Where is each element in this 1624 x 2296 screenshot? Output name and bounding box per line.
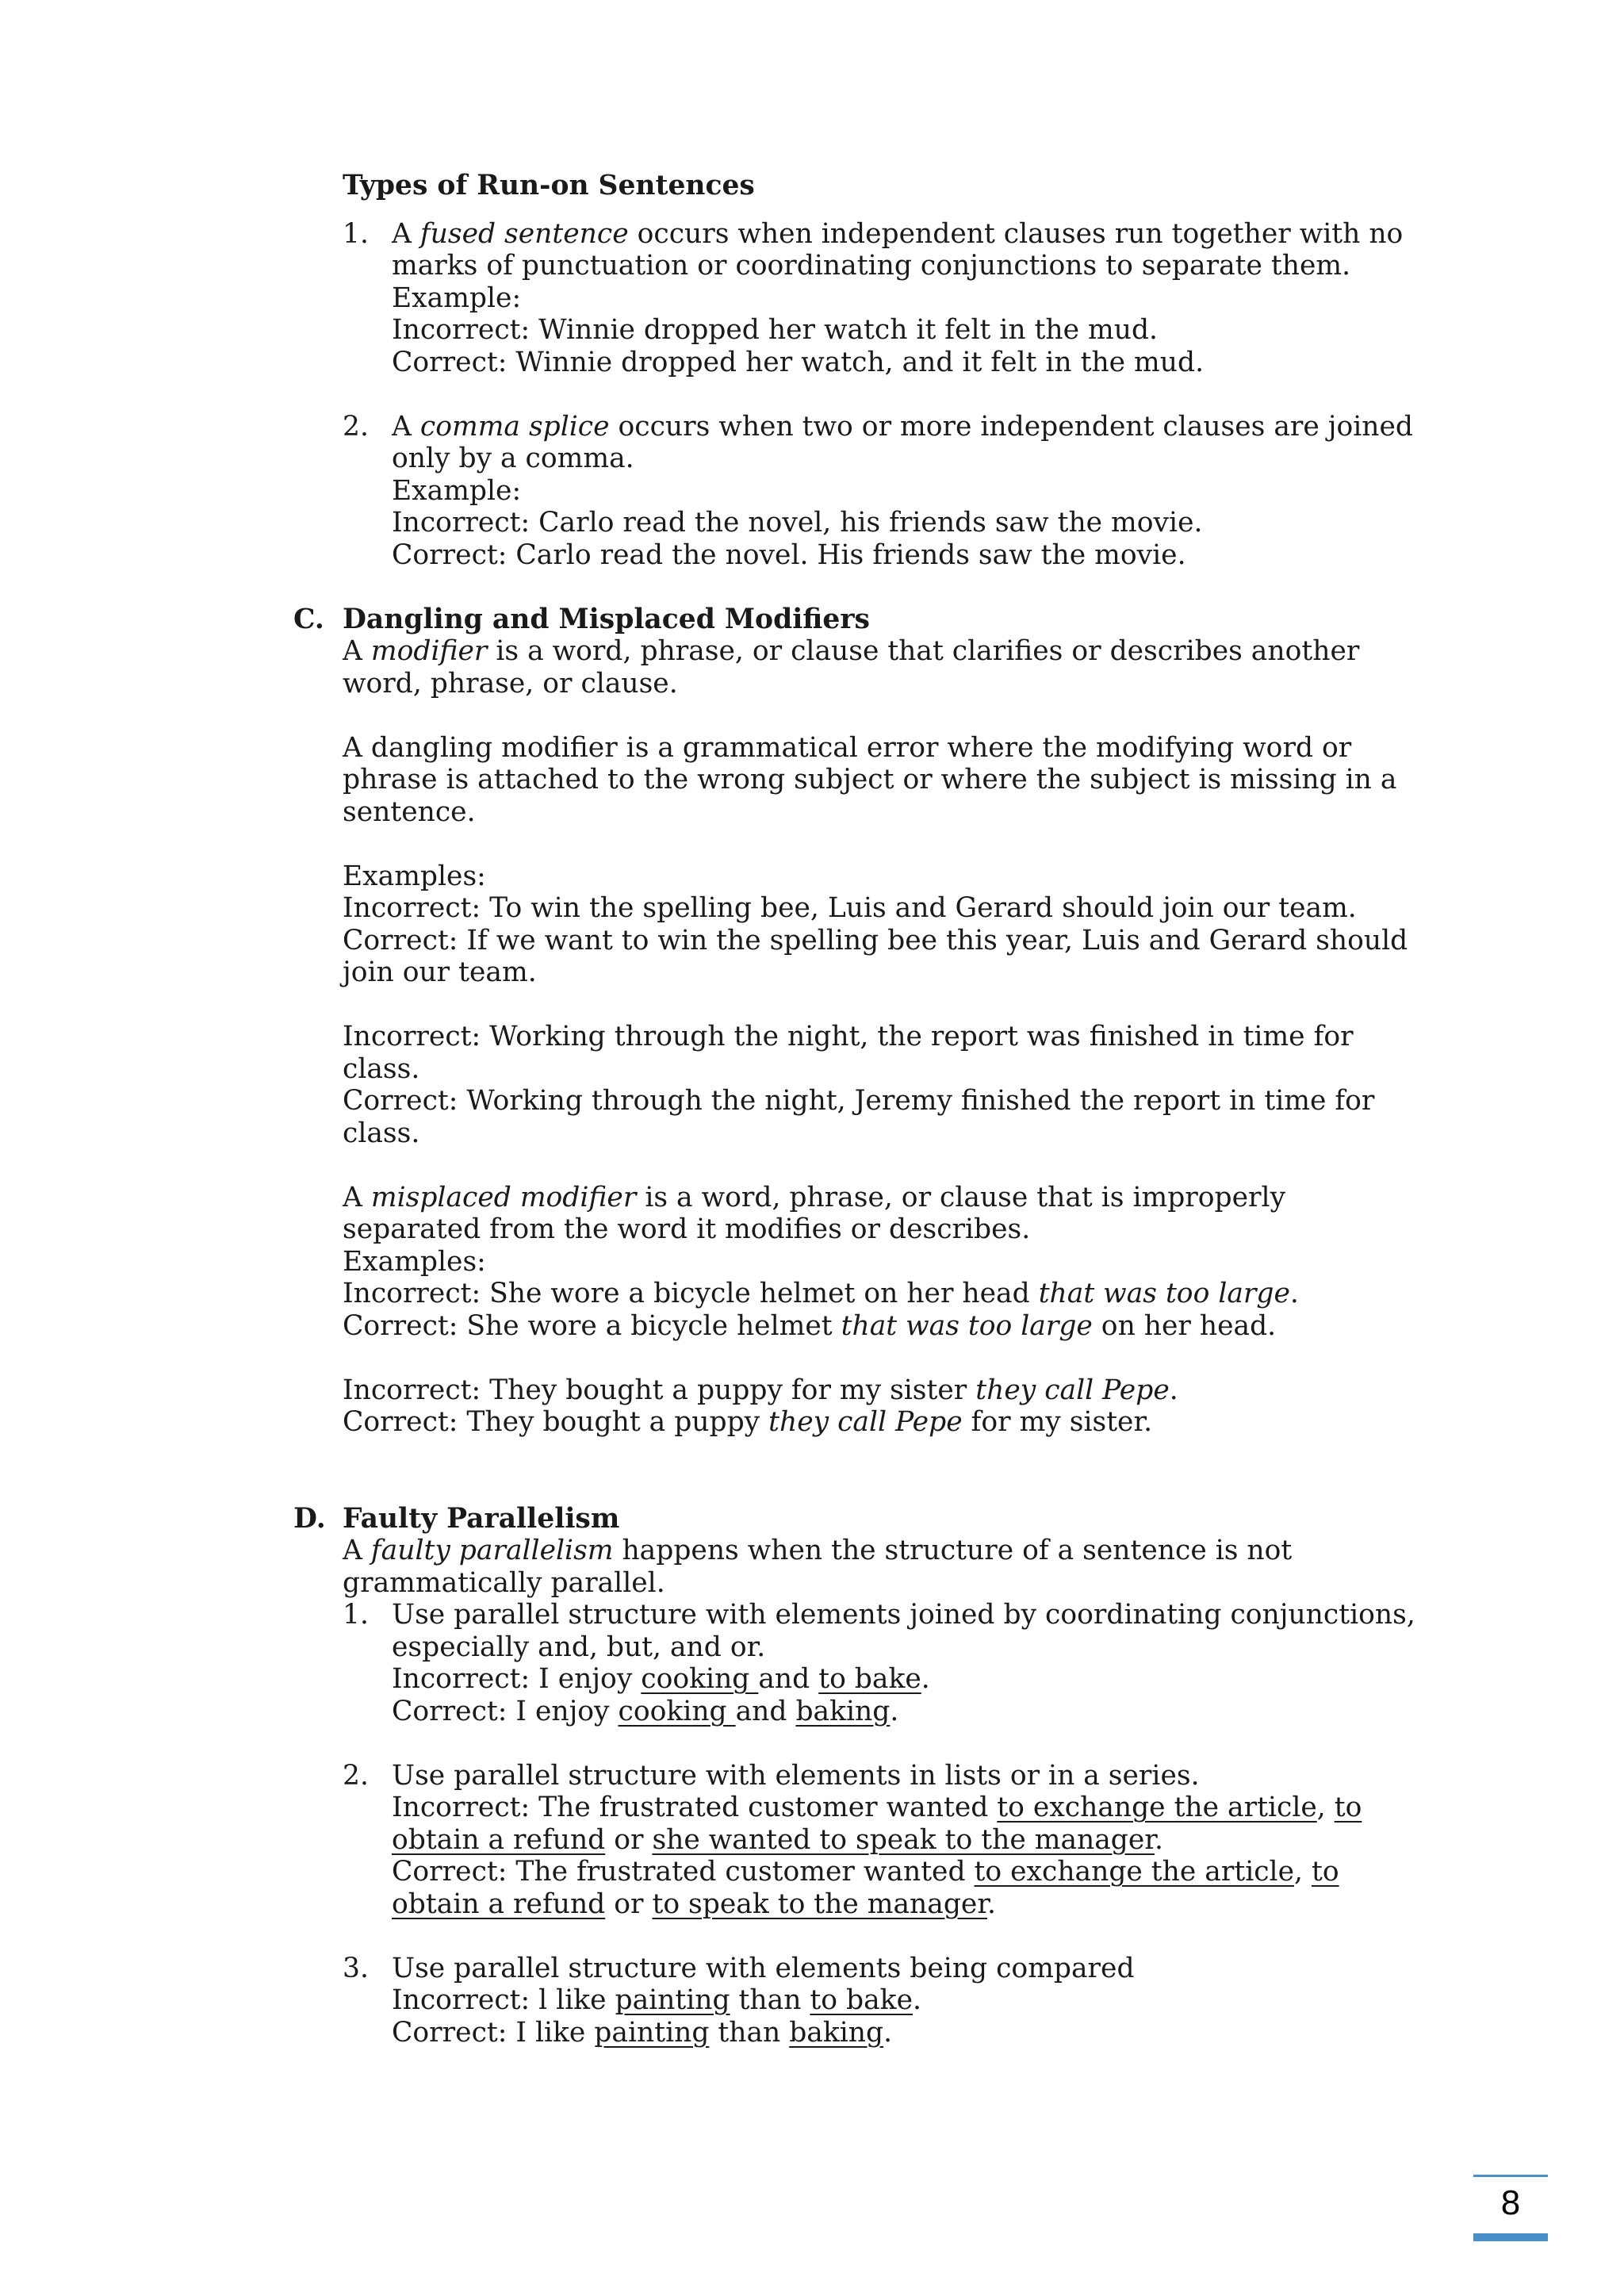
example-incorrect: Incorrect: I enjoy cooking and to bake. [392,1663,930,1695]
rule-text: Use parallel structure with elements being compared [392,1952,1135,1984]
misplaced-definition: A misplaced modifier is a word, phrase, or clause that is improperly separated from the word it modifies or describes. [343,1181,1286,1245]
example-label: Example: [392,282,522,314]
examples-label: Examples: [343,1245,486,1278]
list-number: 1. [343,217,369,250]
section-d-body [293,1535,1419,2049]
example-incorrect: Incorrect: Carlo read the novel, his friends saw the movie. [392,507,1203,539]
page-number-bottom-bar [1473,2233,1548,2241]
examples-label: Examples: [343,860,486,892]
page-content [293,170,1419,2049]
parallel-item-2 [343,1760,1419,1921]
section-c-heading: C. Dangling and Misplaced Modifiers [293,603,870,635]
list-number: 3. [343,1952,369,1984]
parallel-item-3 [343,1953,1419,2049]
example-correct: Correct: They bought a puppy they call Pepe for my sister. [343,1406,1153,1438]
example-incorrect: Incorrect: l like painting than to bake. [392,1984,921,2016]
section-d-heading: D. Faulty Parallelism [293,1502,620,1535]
example-correct: Correct: Winnie dropped her watch, and it felt in the mud. [392,346,1205,378]
section-c-body [293,635,1419,1439]
modifier-definition: A modifier is a word, phrase, or clause that clarifies or describes another word, phrase, or clause. [343,635,1360,700]
rule-text: Use parallel structure with elements joined by coordinating conjunctions, especially and, but, and or. [392,1599,1415,1663]
example-label: Example: [392,474,522,507]
example-incorrect: Incorrect: The frustrated customer wanted to exchange the article, to obtain a refund or she wanted to speak to the manager. [392,1792,1362,1856]
definition: A fused sentence occurs when independent clauses run together with no marks of punctuation or coordinating conjunctions to separate them. [392,217,1404,282]
example-incorrect: Incorrect: To win the spelling bee, Luis and Gerard should join our team. [343,892,1357,924]
page-number: 8 [1500,2183,1521,2222]
example-correct: Correct: If we want to win the spelling bee this year, Luis and Gerard should join our team. [343,924,1408,988]
example-incorrect: Incorrect: Working through the night, the report was finished in time for class. [343,1021,1354,1085]
example-correct: Correct: Working through the night, Jeremy finished the report in time for class. [343,1085,1375,1149]
parallel-item-1 [343,1599,1419,1727]
runon-item-2 [343,411,1419,572]
example-correct: Correct: I enjoy cooking and baking. [392,1695,899,1727]
dangling-definition: A dangling modifier is a grammatical error where the modifying word or phrase is attached to the wrong subject or where the subject is missing in a sentence. [343,731,1397,828]
list-number: 2. [343,1759,369,1792]
example-correct: Correct: I like painting than baking. [392,2016,893,2049]
runon-heading: Types of Run-on Sentences [343,170,755,201]
list-number: 1. [343,1599,369,1631]
rule-text: Use parallel structure with elements in lists or in a series. [392,1759,1200,1792]
page-number-top-rule [1473,2175,1548,2177]
runon-item-1 [343,218,1419,379]
example-incorrect: Incorrect: She wore a bicycle helmet on her head that was too large. [343,1278,1299,1309]
example-correct: Correct: Carlo read the novel. His friends saw the movie. [392,539,1186,571]
example-incorrect: Incorrect: Winnie dropped her watch it felt in the mud. [392,314,1158,346]
example-correct: Correct: The frustrated customer wanted to exchange the article, to obtain a refund or to speak to the manager. [392,1856,1339,1920]
example-incorrect: Incorrect: They bought a puppy for my sister they call Pepe. [343,1374,1178,1406]
definition: A comma splice occurs when two or more independent clauses are joined only by a comma. [392,410,1414,474]
faulty-parallelism-definition: A faulty parallelism happens when the structure of a sentence is not grammatically parallel. [343,1535,1293,1599]
example-correct: Correct: She wore a bicycle helmet that was too large on her head. [343,1309,1277,1342]
list-number: 2. [343,410,369,443]
